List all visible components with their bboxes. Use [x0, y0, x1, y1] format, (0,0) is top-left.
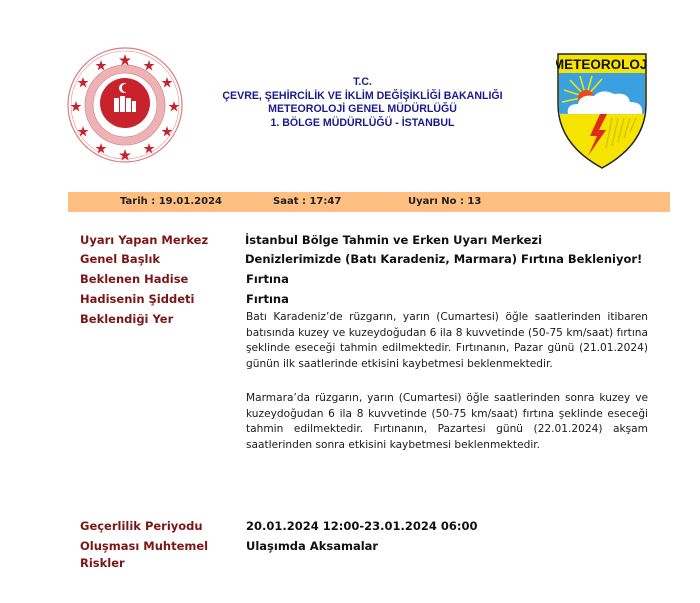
header-directorate: METEOROLOJİ GENEL MÜDÜRLÜĞÜ: [268, 103, 457, 115]
meteoroloji-shield-icon: [556, 52, 648, 170]
risks-label-line1: Oluşması Muhtemel: [80, 539, 209, 553]
location-paragraph-2: Marmara’da rüzgarın, yarın (Cumartesi) öğle saatlerinden sonra kuzey ve kuzeydoğudan 6 ila 8 kuvvetinde (50-75 km/saat) fırtına şeklinde eseceği tahmin edilmektedir. Fırtınanın, Pazartesi günü (22.01.2024) akşam saatlerinden sonra etkisini kaybetmesi beklenmektedir.: [246, 392, 648, 451]
center-label: Uyarı Yapan Merkez: [80, 233, 209, 247]
validity-label: Geçerlilik Periyodu: [80, 519, 203, 533]
svg-text:METEOROLOJİ: METEOROLOJİ: [556, 57, 648, 72]
event-value: Fırtına: [246, 272, 289, 286]
validity-value: 20.01.2024 12:00-23.01.2024 06:00: [246, 519, 478, 533]
header-tc: T.C.: [353, 76, 372, 88]
document-header: [205, 76, 520, 130]
warning-number: Uyarı No : 13: [408, 196, 482, 207]
location-label: Beklendiği Yer: [80, 312, 174, 326]
ministry-seal-icon: [66, 46, 184, 164]
location-paragraph-1: Batı Karadeniz’de rüzgarın, yarın (Cumartesi) öğle saatlerinden itibaren batısında kuzey ve kuzeydoğudan 6 ila 8 kuvvetinde (50-75 km/saat) fırtına şeklinde eseceği tahmin edilmektedir. Fırtınanın, Pazar günü (21.01.2024) günün ilk saatlerinde etkisini kaybetmesi beklenmektedir.: [246, 311, 648, 370]
center-value: İstanbul Bölge Tahmin ve Erken Uyarı Merkezi: [245, 233, 543, 247]
title-label: Genel Başlık: [80, 252, 161, 266]
risks-value: Ulaşımda Aksamalar: [246, 539, 379, 553]
event-label: Beklenen Hadise: [80, 272, 189, 286]
info-bar: [68, 192, 670, 212]
severity-value: Fırtına: [246, 292, 289, 306]
risks-label-line2: Riskler: [80, 556, 125, 570]
header-ministry: ÇEVRE, ŞEHİRCİLİK VE İKLİM DEĞİŞİKLİĞİ BAKANLIĞI: [222, 89, 503, 102]
title-value: Denizlerimizde (Batı Karadeniz, Marmara) Fırtına Bekleniyor!: [245, 252, 643, 266]
severity-label: Hadisenin Şiddeti: [80, 292, 195, 306]
issue-time: Saat : 17:47: [273, 196, 342, 207]
header-region: 1. BÖLGE MÜDÜRLÜĞÜ - İSTANBUL: [270, 116, 455, 129]
issue-date: Tarih : 19.01.2024: [120, 196, 222, 207]
